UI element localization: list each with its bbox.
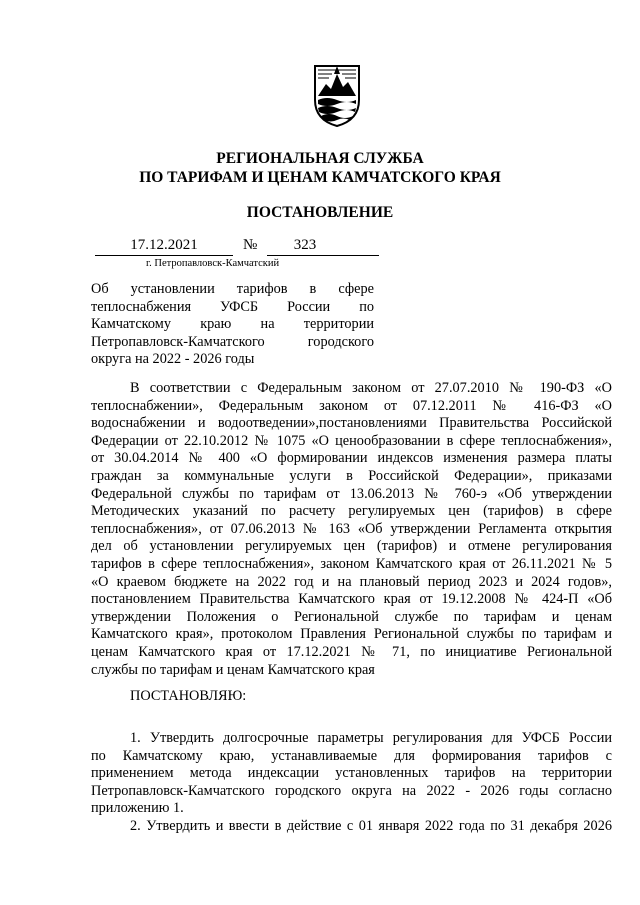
subject-line: округа на 2022 - 2026 годы xyxy=(91,351,255,368)
subject-line: Об установлении тарифов в сфере xyxy=(91,281,374,297)
item-line: 2. Утвердить и ввести в действие с 01 января 2022 года по 31 декабря 2026 xyxy=(130,817,612,834)
preamble-paragraph xyxy=(91,380,612,679)
preamble-line: Федеральной службы по тарифам от 13.06.2013 № 760-э «Об утверждении xyxy=(91,485,612,502)
preamble-line: водоснабжении и водоотведении»,постановлениями Правительства Российской xyxy=(91,415,612,432)
decree-items xyxy=(91,730,612,836)
subject-line: Камчатскому краю на территории xyxy=(91,316,374,333)
preamble-line: службы по тарифам и ценам Камчатского края xyxy=(91,661,375,678)
kamchatka-coat-of-arms-icon xyxy=(312,60,362,128)
decree-word: ПОСТАНОВЛЯЮ: xyxy=(130,688,247,704)
preamble-line: В соответствии с Федеральным законом от 27.07.2010 № 190-ФЗ «О xyxy=(130,380,612,396)
agency-title-line2: ПО ТАРИФАМ И ЦЕНАМ КАМЧАТСКОГО КРАЯ xyxy=(139,169,501,186)
number-sign: № xyxy=(243,237,258,253)
item-line: по Камчатскому краю, устанавливаемые для формирования тарифов с xyxy=(91,747,612,764)
preamble-line: теплоснабжения», от 07.06.2013 № 163 «Об утверждении Регламента открытия xyxy=(91,520,612,537)
item-line: приложению 1. xyxy=(91,800,184,817)
item-line: Петропавловск-Камчатского городского округа на 2022 - 2026 годы согласно xyxy=(91,782,612,799)
preamble-line: Федерации от 22.10.2012 № 1075 «О ценообразовании в сфере теплоснабжения», xyxy=(91,432,612,449)
preamble-line: тарифов в сфере теплоснабжения», законом Камчатского края от 26.11.2021 № 5 xyxy=(91,555,612,572)
preamble-line: граждан за коммунальные услуги в Российской Федерации», приказами xyxy=(91,467,612,484)
preamble-line: Камчатского края», протоколом Правления Региональной службы по тарифам и xyxy=(91,626,612,643)
preamble-line: утверждении Положения о Региональной службе по тарифам и ценам xyxy=(91,608,612,625)
subject-line: теплоснабжения УФСБ России по xyxy=(91,298,374,315)
preamble-line: ценам Камчатского края от 17.12.2021 № 71, по инициативе Региональной xyxy=(91,643,612,660)
preamble-line: от 30.04.2014 № 400 «О формировании индексов изменения размера платы xyxy=(91,450,612,467)
document-type: ПОСТАНОВЛЕНИЕ xyxy=(246,204,394,221)
registration-line xyxy=(95,236,379,256)
preamble-line: «О краевом бюджете на 2022 год и на плановый период 2023 и 2024 годов», xyxy=(91,573,612,590)
item-line: применением метода индексации установленных тарифов на территории xyxy=(91,765,612,782)
preamble-line: дел об установлении регулируемых цен (тарифов) и отмене регулирования xyxy=(91,538,612,555)
document-date: 17.12.2021 xyxy=(95,236,233,256)
document-subject xyxy=(91,281,374,369)
agency-title-line1: РЕГИОНАЛЬНАЯ СЛУЖБА xyxy=(216,150,424,167)
document-number: 323 xyxy=(267,236,379,256)
preamble-line: теплоснабжении», Федеральным законом от 07.12.2011 № 416-ФЗ «О xyxy=(91,397,612,414)
subject-line: Петропавловск-Камчатского городского xyxy=(91,333,374,350)
preamble-line: постановлением Правительства Камчатского края от 19.12.2008 № 424-П «Об xyxy=(91,591,612,608)
preamble-line: Методических указаний по расчету регулируемых цен (тарифов) в сфере xyxy=(91,503,612,520)
item-line: 1. Утвердить долгосрочные параметры регулирования для УФСБ России xyxy=(130,730,612,746)
issue-city: г. Петропавловск-Камчатский xyxy=(146,258,280,269)
